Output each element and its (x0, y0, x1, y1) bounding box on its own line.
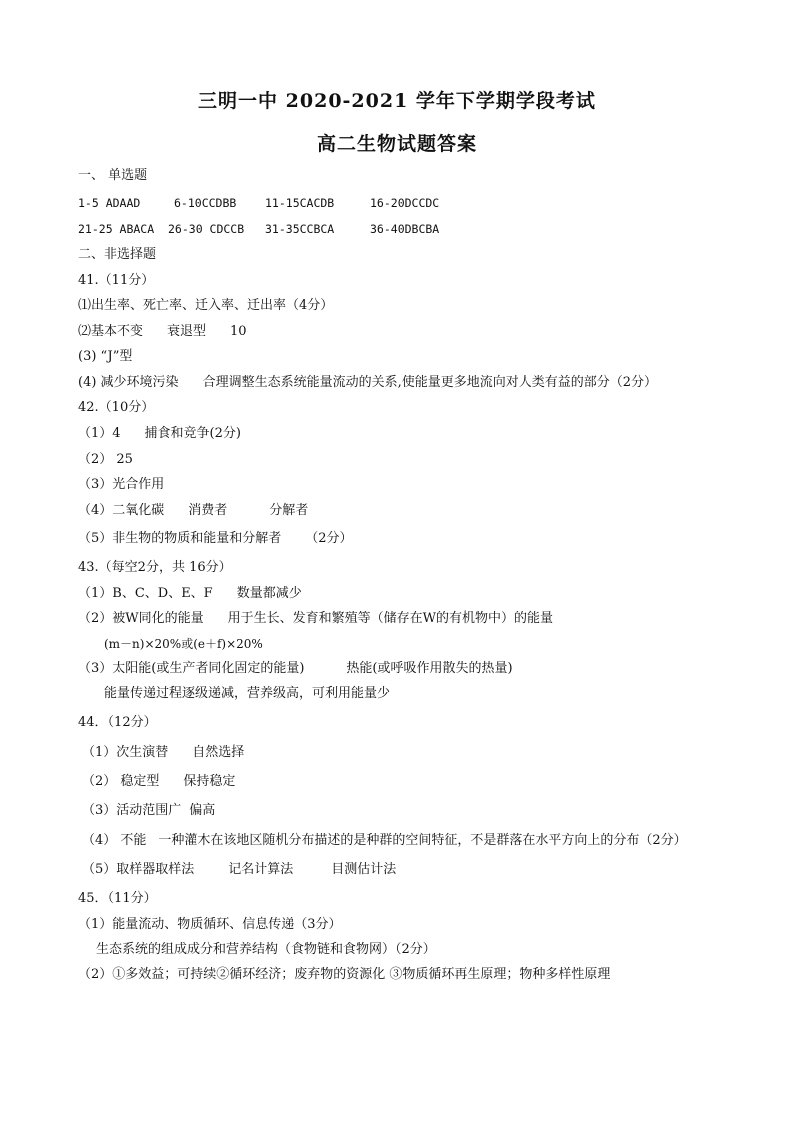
q42-answer-1 (78, 426, 241, 442)
q43-answer-3 (78, 661, 513, 677)
q45-answer-2: （2）①多效益；可持续②循环经济；废弃物的资源化 ③物质循环再生原理；物种多样性原理 (78, 967, 611, 982)
q42-answer-5 (78, 531, 353, 547)
q41-answer-4a: (4) 减少环境污染 (78, 375, 179, 390)
q44-answer-2b: 保持稳定 (183, 774, 236, 789)
q44-answer-5c: 目测估计法 (331, 862, 397, 877)
q44-answer-3b: 偏高 (189, 803, 216, 818)
q45-answer-1: （1）能量流动、物质循环、信息传递（3分） (78, 917, 342, 932)
q43-answer-2 (78, 611, 553, 627)
q44-answer-1 (82, 745, 244, 761)
q42-answer-4c: 分解者 (269, 503, 309, 518)
q45-title: 45．（11分） (78, 891, 157, 906)
q41-answer-4 (78, 375, 657, 391)
section2-heading: 二、非选择题 (78, 247, 157, 262)
q43-answer-3-reason: 能量传递过程逐级递减，营养级高，可利用能量少 (104, 686, 391, 701)
q43-answer-2a: （2）被W同化的能量 (78, 611, 204, 626)
mc-answer-21-25: 21-25 ABACA (78, 222, 155, 236)
q43-title: 43.（每空2分，共 16分） (78, 560, 232, 575)
q41-answer-2b: 衰退型 (167, 324, 207, 339)
q44-answer-5b: 记名计算法 (228, 862, 294, 877)
q43-answer-3b: 热能(或呼吸作用散失的热量) (346, 661, 513, 676)
mc-answer-36-40: 36-40DBCBA (370, 222, 440, 236)
mc-answers-row1 (78, 195, 440, 211)
q44-answer-1a: （1）次生演替 (82, 745, 169, 760)
q42-answer-4 (78, 503, 308, 519)
q44-answer-2a: （2） 稳定型 (82, 774, 160, 789)
q44-answer-4b: 一种灌木在该地区随机分布描述的是种群的空间特征，不是群落在水平方向上的分布（2分） (158, 833, 687, 848)
mc-answer-26-30: 26-30 CDCCB (168, 222, 245, 236)
q42-answer-1a: （1）4 (78, 426, 121, 441)
q44-answer-5a: （5）取样器取样法 (82, 862, 195, 877)
q42-answer-4a: （4）二氧化碳 (78, 503, 165, 518)
q43-answer-1 (78, 586, 302, 602)
q41-answer-2c: 10 (230, 324, 247, 339)
q44-answer-4 (82, 833, 687, 849)
q42-title: 42.（10分） (78, 400, 155, 415)
mc-answer-11-15: 11-15CACDB (265, 196, 335, 210)
mc-answer-31-35: 31-35CCBCA (265, 222, 335, 236)
q44-answer-5 (82, 862, 396, 878)
q43-answer-3a: （3）太阳能(或生产者同化固定的能量) (78, 661, 305, 676)
q44-answer-2 (82, 774, 235, 790)
q41-answer-3: (3) “J”型 (78, 349, 133, 364)
q42-answer-5b: （2分） (305, 531, 353, 546)
q42-answer-4b: 消费者 (188, 503, 228, 518)
q41-answer-1: ⑴出生率、死亡率、迁入率、迁出率（4分） (78, 298, 334, 313)
q43-answer-1b: 数量都减少 (236, 586, 302, 601)
q41-answer-4b: 合理调整生态系统能量流动的关系,使能量更多地流向对人类有益的部分（2分） (202, 375, 657, 390)
q43-answer-2-formula: (m－n)×20%或(e＋f)×20% (104, 637, 263, 651)
q44-answer-3 (82, 803, 215, 819)
q43-answer-1a: （1）B、C、D、E、F (78, 586, 213, 601)
mc-answer-16-20: 16-20DCCDC (370, 196, 440, 210)
q44-answer-4a: （4） 不能 (82, 833, 147, 848)
mc-answers-row2 (78, 221, 440, 237)
q45-answer-1-b: 生态系统的组成成分和营养结构（食物链和食物网）（2分） (96, 942, 436, 957)
q42-answer-3: （3）光合作用 (78, 477, 165, 492)
q44-answer-3a: （3）活动范围广 (82, 803, 182, 818)
mc-answer-1-5: 1-5 ADAAD (78, 196, 141, 210)
q41-answer-2a: ⑵基本不变 (78, 324, 144, 339)
mc-answer-6-10: 6-10CCDBB (174, 196, 237, 210)
q41-answer-2 (78, 324, 247, 340)
q42-answer-5a: （5）非生物的物质和能量和分解者 (78, 531, 282, 546)
q44-answer-1b: 自然选择 (192, 745, 245, 760)
q43-answer-2b: 用于生长、发育和繁殖等（储存在W的有机物中）的能量 (227, 611, 554, 626)
q42-answer-1b: 捕食和竞争(2分) (144, 426, 241, 441)
q41-title: 41.（11分） (78, 273, 155, 288)
page-title: 三明一中 2020-2021 学年下学期学段考试 (198, 90, 596, 112)
q44-title: 44．（12分） (78, 715, 157, 730)
page-subtitle: 高二生物试题答案 (316, 133, 477, 155)
q42-answer-2: （2） 25 (78, 452, 133, 467)
section1-heading: 一、 单选题 (78, 168, 148, 183)
